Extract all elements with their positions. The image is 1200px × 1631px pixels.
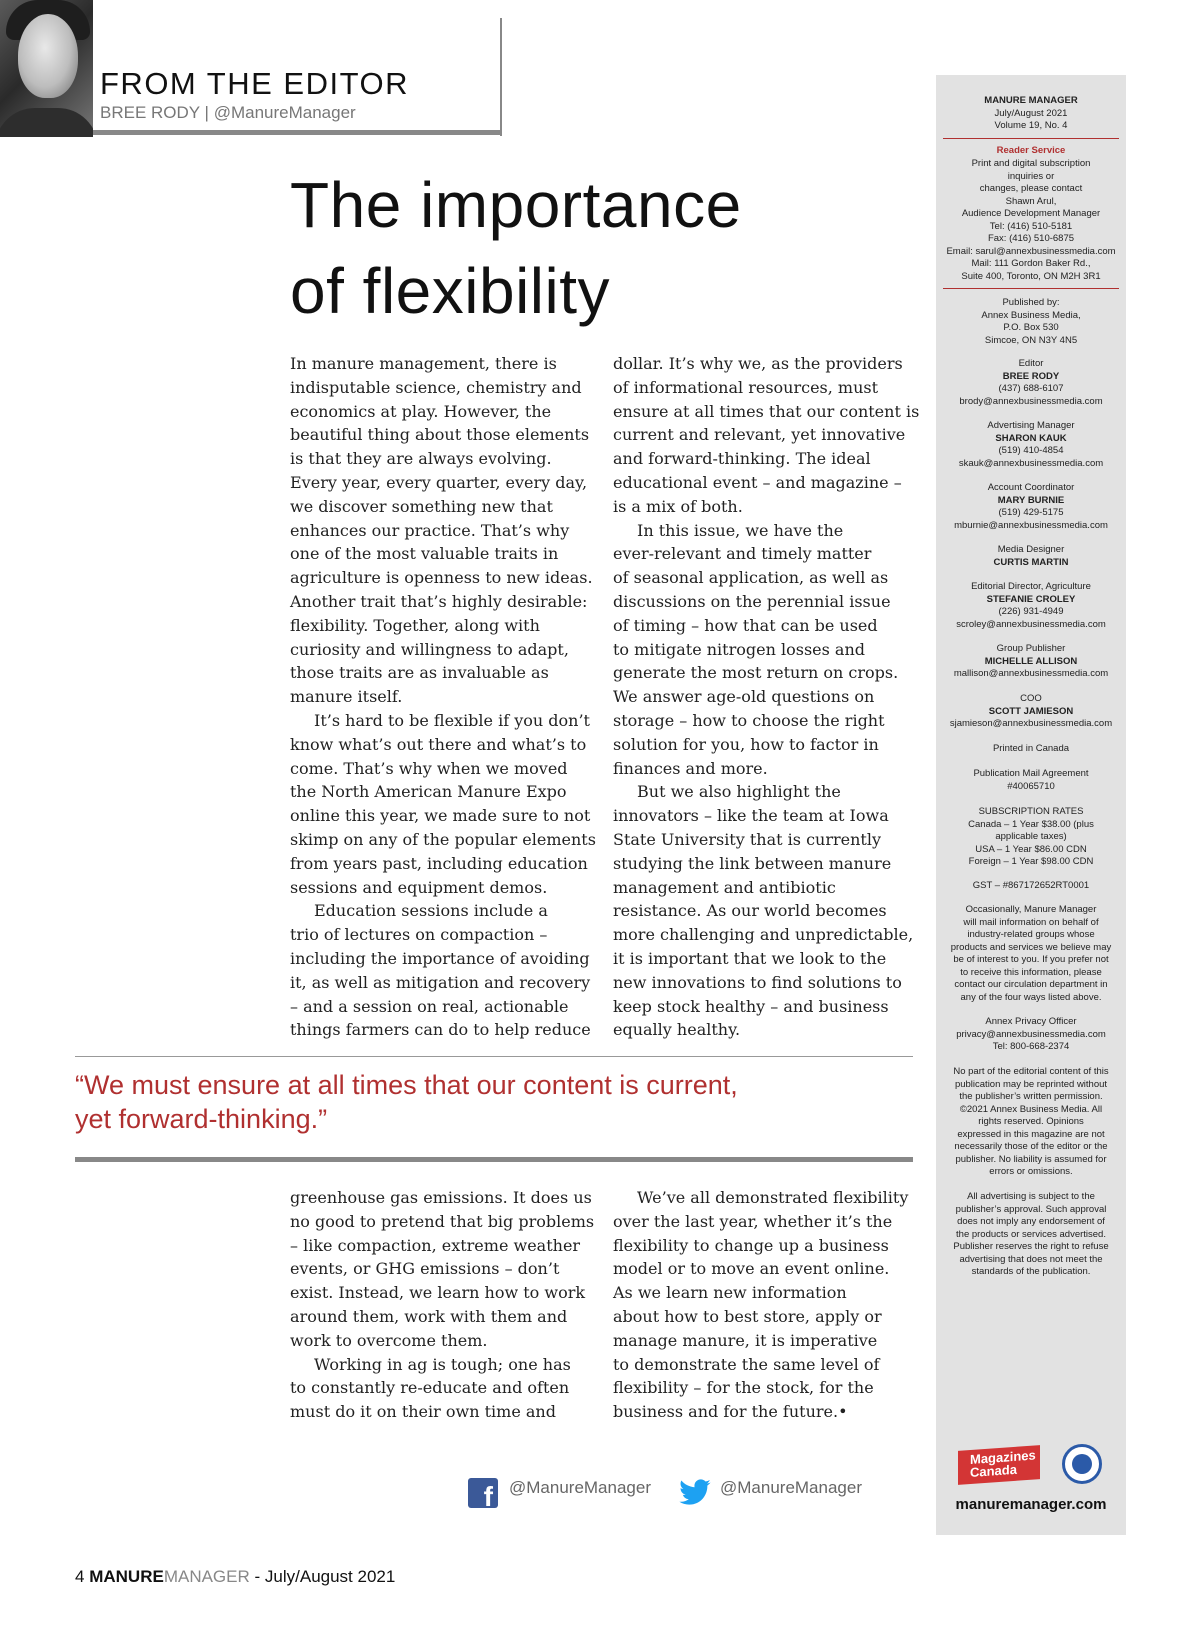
privacy-notice-line: industry-related groups whose [967, 929, 1095, 940]
header-divider-horizontal [93, 130, 502, 135]
article-line: innovators – like the team at Iowa [613, 806, 889, 826]
copyright-notice-line: errors or omissions. [989, 1166, 1073, 1177]
advertising-policy-line: the products or services advertised. [956, 1228, 1106, 1240]
masthead-info-line: MANURE MANAGER [984, 95, 1078, 106]
article-line: State University that is currently [613, 829, 881, 849]
ad-manager-contact-line: Advertising Manager [987, 420, 1075, 431]
article-line: events, or GHG emissions – don’t [290, 1259, 560, 1279]
article-line: manure itself. [290, 687, 403, 707]
article-line: flexibility to change up a business [613, 1235, 889, 1255]
privacy-officer [936, 1016, 1126, 1054]
pull-quote-rule-top [75, 1056, 913, 1057]
published-by-line: Published by: [1002, 297, 1060, 308]
article-line: enhances our practice. That’s why [290, 520, 570, 540]
privacy-notice-line: contact our circulation department in [954, 979, 1108, 990]
magazines-canada-logo: Magazines Canada [958, 1445, 1040, 1485]
account-coordinator-contact-line: (519) 429-5175 [998, 507, 1064, 518]
copyright-notice-line: publication may be reprinted without [954, 1078, 1108, 1090]
article-line: work to overcome them. [290, 1330, 488, 1350]
article-column-2-bottom [613, 1186, 918, 1424]
article-line: to demonstrate the same level of [613, 1354, 880, 1374]
reader-service-line: Mail: 111 Gordon Baker Rd., [971, 258, 1091, 269]
editor-contact [936, 358, 1126, 408]
article-line: those traits are as invaluable as [290, 663, 549, 683]
article-line: exist. Instead, we learn how to work [290, 1283, 586, 1303]
headline-line-2: of flexibility [290, 255, 610, 327]
article-line: online this year, we made sure to not [290, 806, 591, 826]
article-line: ever-relevant and timely matter [613, 544, 872, 564]
reader-service-line: Suite 400, Toronto, ON M2H 3R1 [961, 270, 1101, 282]
footer-brand-bold: MANURE [89, 1567, 164, 1586]
article-line: and forward-thinking. The ideal [613, 449, 871, 469]
article-line: keep stock healthy – and business [613, 996, 889, 1016]
article-column-2-top [613, 352, 918, 1042]
masthead-sidebar [936, 75, 1126, 1535]
ad-manager-contact-line: (519) 410-4854 [998, 445, 1064, 456]
article-line: business and for the future.• [613, 1402, 848, 1422]
article-line: about how to best store, apply or [613, 1306, 882, 1326]
reader-service-line: inquiries or [1007, 170, 1055, 182]
footer-brand-light: MANAGER [163, 1567, 250, 1586]
account-coordinator-contact-line: mburnie@annexbusinessmedia.com [954, 519, 1108, 531]
section-title: FROM THE EDITOR [100, 66, 409, 101]
mail-agreement-line: #40065710 [1007, 780, 1055, 792]
article-line: sessions and equipment demos. [290, 877, 548, 897]
coo-contact [936, 693, 1126, 731]
media-designer-contact-line: CURTIS MARTIN [993, 556, 1069, 568]
page-number: 4 [75, 1567, 85, 1586]
ad-manager-contact [936, 420, 1126, 470]
article-headline [290, 162, 890, 334]
article-line: studying the link between manure [613, 853, 892, 873]
editorial-director-contact-line: (226) 931-4949 [998, 606, 1064, 617]
article-line: – like compaction, extreme weather [290, 1235, 581, 1255]
byline-separator: | [199, 103, 214, 122]
article-line: solution for you, how to factor in [613, 734, 879, 754]
editorial-director-contact-line: STEFANIE CROLEY [986, 593, 1076, 605]
copyright-notice-line: publisher. No liability is assumed for [955, 1153, 1107, 1165]
article-line: it is important that we look to the [613, 948, 887, 968]
subscription-rates-line: Foreign – 1 Year $98.00 CDN [968, 856, 1094, 867]
article-line: skimp on any of the popular elements [290, 829, 596, 849]
article-line: around them, work with them and [290, 1306, 568, 1326]
article-line: It’s hard to be flexible if you don’t [314, 710, 590, 730]
reader-service-line: Audience Development Manager [961, 208, 1101, 219]
privacy-notice-line: products and services we believe may [950, 941, 1112, 953]
published-by-line: Simcoe, ON N3Y 4N5 [984, 334, 1078, 346]
reader-service-line: Tel: (416) 510-5181 [989, 220, 1073, 232]
article-line: beautiful thing about those elements [290, 425, 590, 445]
article-line: educational event – and magazine – [613, 472, 902, 492]
pull-quote-line-1: “We must ensure at all times that our content is current, [75, 1070, 738, 1100]
article-line: In this issue, we have the [637, 520, 844, 540]
copyright-notice-line: the publisher’s written permission. [959, 1091, 1103, 1102]
article-line: ensure at all times that our content is [613, 401, 920, 421]
copyright-notice-line: ©2021 Annex Business Media. All [959, 1103, 1103, 1115]
article-line: it, as well as mitigation and recovery [290, 972, 591, 992]
copyright-notice-line: necessarily those of the editor or the [954, 1141, 1108, 1152]
masthead-info-line: Volume 19, No. 4 [994, 120, 1068, 131]
advertising-policy-line: All advertising is subject to the [967, 1191, 1095, 1202]
article-line: We’ve all demonstrated flexibility [637, 1188, 909, 1207]
pull-quote-rule-bottom [75, 1157, 913, 1162]
article-line: flexibility – for the stock, for the [613, 1378, 874, 1398]
coo-contact-line: COO [1020, 693, 1042, 704]
facebook-handle[interactable]: @ManureManager [509, 1478, 651, 1497]
subscription-rates [936, 806, 1126, 869]
article-line: discussions on the perennial issue [613, 591, 891, 611]
reader-service [936, 158, 1126, 283]
reader-service-line: changes, please contact [979, 183, 1083, 194]
article-line: But we also highlight the [637, 782, 841, 802]
group-publisher-contact-line: MICHELLE ALLISON [984, 655, 1078, 667]
media-designer-contact-line: Media Designer [997, 544, 1065, 555]
article-line: curiosity and willingness to adapt, [290, 639, 569, 659]
subscription-rates-line: USA – 1 Year $86.00 CDN [975, 843, 1087, 855]
privacy-notice-line: any of the four ways listed above. [960, 991, 1102, 1003]
author-name: BREE RODY [100, 103, 200, 122]
article-line: of seasonal application, as well as [613, 568, 889, 588]
ad-manager-contact-line: SHARON KAUK [995, 432, 1067, 444]
article-line: generate the most return on crops. [613, 663, 899, 683]
mail-agreement-line: Publication Mail Agreement [973, 768, 1089, 779]
article-line: Education sessions include a [314, 901, 548, 921]
printed-in-line: Printed in Canada [992, 743, 1070, 754]
printed-in [936, 743, 1126, 756]
editor-contact-line: (437) 688-6107 [998, 383, 1064, 394]
masthead-rule-2 [943, 288, 1119, 289]
article-line: to constantly re-educate and often [290, 1378, 570, 1398]
pull-quote [75, 1068, 905, 1136]
reader-service-heading: Reader Service [996, 145, 1066, 156]
advertising-policy-line: does not imply any endorsement of [957, 1216, 1105, 1227]
article-line: including the importance of avoiding [290, 948, 590, 968]
published-by [936, 297, 1126, 347]
headline-line-1: The importance [290, 169, 742, 241]
privacy-notice-line: to receive this information, please [960, 966, 1102, 978]
article-line: trio of lectures on compaction – [290, 925, 548, 945]
reader-service-line: Fax: (416) 510-6875 [987, 233, 1075, 244]
subscription-rates-line: applicable taxes) [995, 831, 1067, 842]
article-line: Another trait that’s highly desirable: [290, 591, 588, 611]
article-line: resistance. As our world becomes [613, 901, 887, 921]
article-column-1-bottom [290, 1186, 595, 1424]
copyright-notice-line: expressed in this magazine are not [957, 1128, 1105, 1140]
published-by-line: P.O. Box 530 [1003, 322, 1059, 333]
footer-issue: - July/August 2021 [254, 1567, 396, 1586]
group-publisher-contact [936, 643, 1126, 681]
article-line: model or to move an event online. [613, 1259, 890, 1279]
gst-number-line: GST – #867172652RT0001 [972, 880, 1090, 891]
article-line: finances and more. [613, 758, 768, 778]
article-line: new innovations to find solutions to [613, 972, 902, 992]
editorial-director-contact-line: scroley@annexbusinessmedia.com [956, 618, 1106, 630]
reader-service-title [936, 145, 1126, 158]
twitter-handle[interactable]: @ManureManager [720, 1478, 862, 1497]
advertising-policy-line: publisher’s approval. Such approval [955, 1203, 1107, 1215]
article-column-1-top [290, 352, 595, 1042]
editor-contact-line: Editor [1018, 358, 1044, 369]
privacy-officer-line: Tel: 800-668-2374 [992, 1041, 1070, 1052]
article-line: economics at play. However, the [290, 401, 552, 421]
privacy-notice-line: will mail information on behalf of [963, 916, 1099, 928]
coo-contact-line: sjamieson@annexbusinessmedia.com [949, 718, 1113, 729]
twitter-icon[interactable] [676, 1476, 714, 1510]
copyright-notice-line: rights reserved. Opinions [978, 1116, 1084, 1127]
pull-quote-line-2: yet forward-thinking.” [75, 1104, 328, 1134]
privacy-officer-line: privacy@annexbusinessmedia.com [956, 1028, 1106, 1040]
article-line: flexibility. Together, along with [290, 615, 540, 635]
website-url[interactable]: manuremanager.com [955, 1496, 1107, 1513]
editor-photo [0, 0, 93, 137]
article-line: is a mix of both. [613, 496, 743, 516]
facebook-icon[interactable]: f [468, 1478, 498, 1508]
article-line: one of the most valuable traits in [290, 544, 559, 564]
article-line: more challenging and unpredictable, [613, 925, 914, 945]
subscription-rates-line: SUBSCRIPTION RATES [978, 806, 1084, 817]
account-coordinator-contact-line: MARY BURNIE [997, 494, 1065, 506]
account-coordinator-contact [936, 482, 1126, 532]
article-line: agriculture is openness to new ideas. [290, 568, 593, 588]
privacy-officer-line: Annex Privacy Officer [985, 1016, 1077, 1027]
article-line: Working in ag is tough; one has [314, 1354, 571, 1374]
article-line: management and antibiotic [613, 877, 836, 897]
privacy-notice-line: be of interest to you. If you prefer not [953, 954, 1109, 965]
header-divider-vertical [500, 18, 502, 136]
editor-contact-line: brody@annexbusinessmedia.com [959, 395, 1103, 407]
reader-service-line: Print and digital subscription [971, 158, 1091, 169]
reader-service-line: Shawn Arul, [1005, 195, 1057, 207]
article-line: is that they are always evolving. [290, 449, 552, 469]
coo-contact-line: SCOTT JAMIESON [988, 705, 1074, 717]
article-line: As we learn new information [613, 1283, 847, 1303]
article-line: storage – how to choose the right [613, 710, 885, 730]
account-coordinator-contact-line: Account Coordinator [987, 482, 1075, 493]
advertising-policy [936, 1191, 1126, 1279]
article-line: no good to pretend that big problems [290, 1211, 595, 1231]
article-line: We answer age-old questions on [613, 687, 875, 707]
privacy-notice [936, 904, 1126, 1004]
article-line: must do it on their own time and [290, 1402, 556, 1422]
article-line: to mitigate nitrogen losses and [613, 639, 866, 659]
advertising-policy-line: Publisher reserves the right to refuse [953, 1241, 1109, 1252]
article-line: Every year, every quarter, every day, [290, 472, 588, 492]
page-footer [75, 1567, 395, 1587]
article-line: manage manure, it is imperative [613, 1330, 878, 1350]
group-publisher-contact-line: mallison@annexbusinessmedia.com [953, 668, 1109, 679]
masthead-rule-1 [943, 138, 1119, 139]
article-line: of timing – how that can be used [613, 615, 878, 635]
article-line: the North American Manure Expo [290, 782, 567, 802]
ad-manager-contact-line: skauk@annexbusinessmedia.com [958, 457, 1104, 469]
article-line: of informational resources, must [613, 377, 879, 397]
article-line: – and a session on real, actionable [290, 996, 569, 1016]
gst-number [936, 880, 1126, 893]
advertising-policy-line: advertising that does not meet the [959, 1253, 1103, 1265]
editorial-director-contact-line: Editorial Director, Agriculture [971, 581, 1091, 592]
editor-contact-line: BREE RODY [1002, 370, 1060, 382]
article-line: from years past, including education [290, 853, 588, 873]
article-line: come. That’s why when we moved [290, 758, 568, 778]
masthead-info [936, 95, 1126, 133]
article-line: current and relevant, yet innovative [613, 425, 906, 445]
reader-service-line: Email: sarul@annexbusinessmedia.com [946, 245, 1116, 257]
privacy-notice-line: Occasionally, Manure Manager [965, 904, 1097, 915]
article-line: indisputable science, chemistry and [290, 377, 582, 397]
article-line: equally healthy. [613, 1020, 741, 1040]
article-line: dollar. It’s why we, as the providers [613, 354, 903, 373]
group-publisher-contact-line: Group Publisher [996, 643, 1066, 654]
author-handle: @ManureManager [213, 103, 356, 122]
published-by-line: Annex Business Media, [981, 309, 1081, 321]
article-line: over the last year, whether it’s the [613, 1211, 893, 1231]
article-line: we discover something new that [290, 496, 553, 516]
copyright-notice [936, 1066, 1126, 1179]
subscription-rates-line: Canada – 1 Year $38.00 (plus [968, 818, 1094, 830]
article-line: In manure management, there is [290, 354, 557, 373]
masthead-info-line: July/August 2021 [994, 107, 1068, 119]
advertising-policy-line: standards of the publication. [971, 1266, 1091, 1277]
copyright-notice-line: No part of the editorial content of this [953, 1066, 1109, 1077]
publisher-seal-icon [1062, 1444, 1102, 1484]
editorial-director-contact [936, 581, 1126, 631]
article-line: know what’s out there and what’s to [290, 734, 587, 754]
article-line: greenhouse gas emissions. It does us [290, 1188, 592, 1207]
byline [100, 103, 356, 123]
article-line: things farmers can do to help reduce [290, 1020, 591, 1040]
media-designer-contact [936, 544, 1126, 569]
mail-agreement [936, 768, 1126, 793]
